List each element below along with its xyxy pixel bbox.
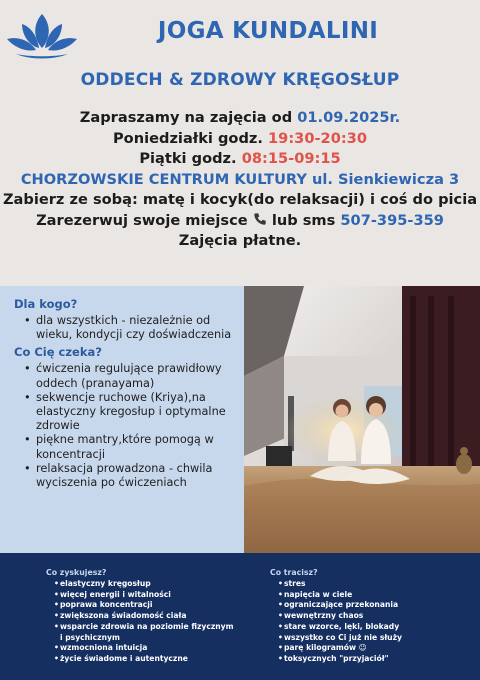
page-title: JOGA KUNDALINI <box>157 18 379 44</box>
expect-heading: Co Cię czeka? <box>14 345 102 360</box>
venue: CHORZOWSKIE CENTRUM KULTURY ul. Sienkiewicza 3 <box>20 170 460 188</box>
expect-list <box>0 362 244 490</box>
details-panel <box>0 286 244 553</box>
lose-column <box>270 568 402 665</box>
list-item: • relaksacja prowadzona - chwila wyciszenia po ćwiczeniach <box>24 462 244 490</box>
list-item: • napięcia w ciele <box>278 590 402 601</box>
monday-time: 19:30-20:30 <box>268 129 367 147</box>
list-item: • wewnętrzny chaos <box>278 611 402 622</box>
list-item: • stare wzorce, lęki, blokady <box>278 622 402 633</box>
list-item: • toksycznych "przyjaciół" <box>278 654 402 665</box>
gain-heading: Co zyskujesz? <box>46 568 107 577</box>
list-item: • życie świadome i autentyczne <box>54 654 236 665</box>
list-item: • wsparcie zdrowia na poziomie fizycznym i psychicznym <box>54 622 236 643</box>
benefits-section <box>0 553 480 680</box>
list-item: • wzmocniona intuicja <box>54 643 236 654</box>
list-item: • wszystko co Ci już nie służy <box>278 633 402 644</box>
for-whom-list <box>0 314 244 342</box>
list-item: • stres <box>278 579 402 590</box>
start-prefix: Zapraszamy na zajęcia od <box>79 109 298 126</box>
lose-heading: Co tracisz? <box>270 568 318 577</box>
start-date: 01.09.2025r. <box>297 109 401 126</box>
phone-icon <box>253 212 267 226</box>
list-item: • dla wszystkich - niezależnie od wieku, kondycji czy doświadczenia <box>24 314 244 342</box>
phone-number[interactable]: 507-395-359 <box>340 211 444 229</box>
class-photo <box>244 286 480 553</box>
page-subtitle: ODDECH & ZDROWY KRĘGOSŁUP <box>80 70 400 90</box>
monday-line <box>0 129 480 150</box>
list-item: • poprawa koncentracji <box>54 600 236 611</box>
list-item: • ograniczające przekonania <box>278 600 402 611</box>
friday-prefix: Piątki godz. <box>139 150 242 167</box>
lose-list <box>270 579 402 665</box>
list-item: • elastyczny kręgosłup <box>54 579 236 590</box>
list-item: • ćwiczenia regulujące prawidłowy oddech (pranayama) <box>24 362 244 390</box>
gain-list <box>46 579 236 665</box>
paid-note: Zajęcia płatne. <box>178 232 302 249</box>
list-item: • piękne mantry,które pomogą w koncentracji <box>24 433 244 461</box>
reserve-prefix: Zarezerwuj swoje miejsce <box>36 211 253 229</box>
gain-column <box>46 568 236 665</box>
friday-line <box>0 149 480 170</box>
for-whom-heading: Dla kogo? <box>14 297 78 311</box>
reserve-line <box>0 211 480 232</box>
info-block <box>0 108 480 252</box>
monday-prefix: Poniedziałki godz. <box>112 129 269 147</box>
list-item: • zwiększona świadomość ciała <box>54 611 236 622</box>
bring-line: Zabierz ze sobą: matę i kocyk(do relaksacji) i coś do picia <box>2 191 478 208</box>
list-item: • sekwencje ruchowe (Kriya),na elastyczny kregosłup i optymalne zdrowie <box>24 391 244 434</box>
friday-time: 08:15-09:15 <box>241 150 341 167</box>
list-item: • parę kilogramów 😉 <box>278 643 402 654</box>
start-line <box>0 108 480 129</box>
reserve-mid: lub sms <box>266 211 341 229</box>
list-item: • więcej energii i witalności <box>54 590 236 601</box>
